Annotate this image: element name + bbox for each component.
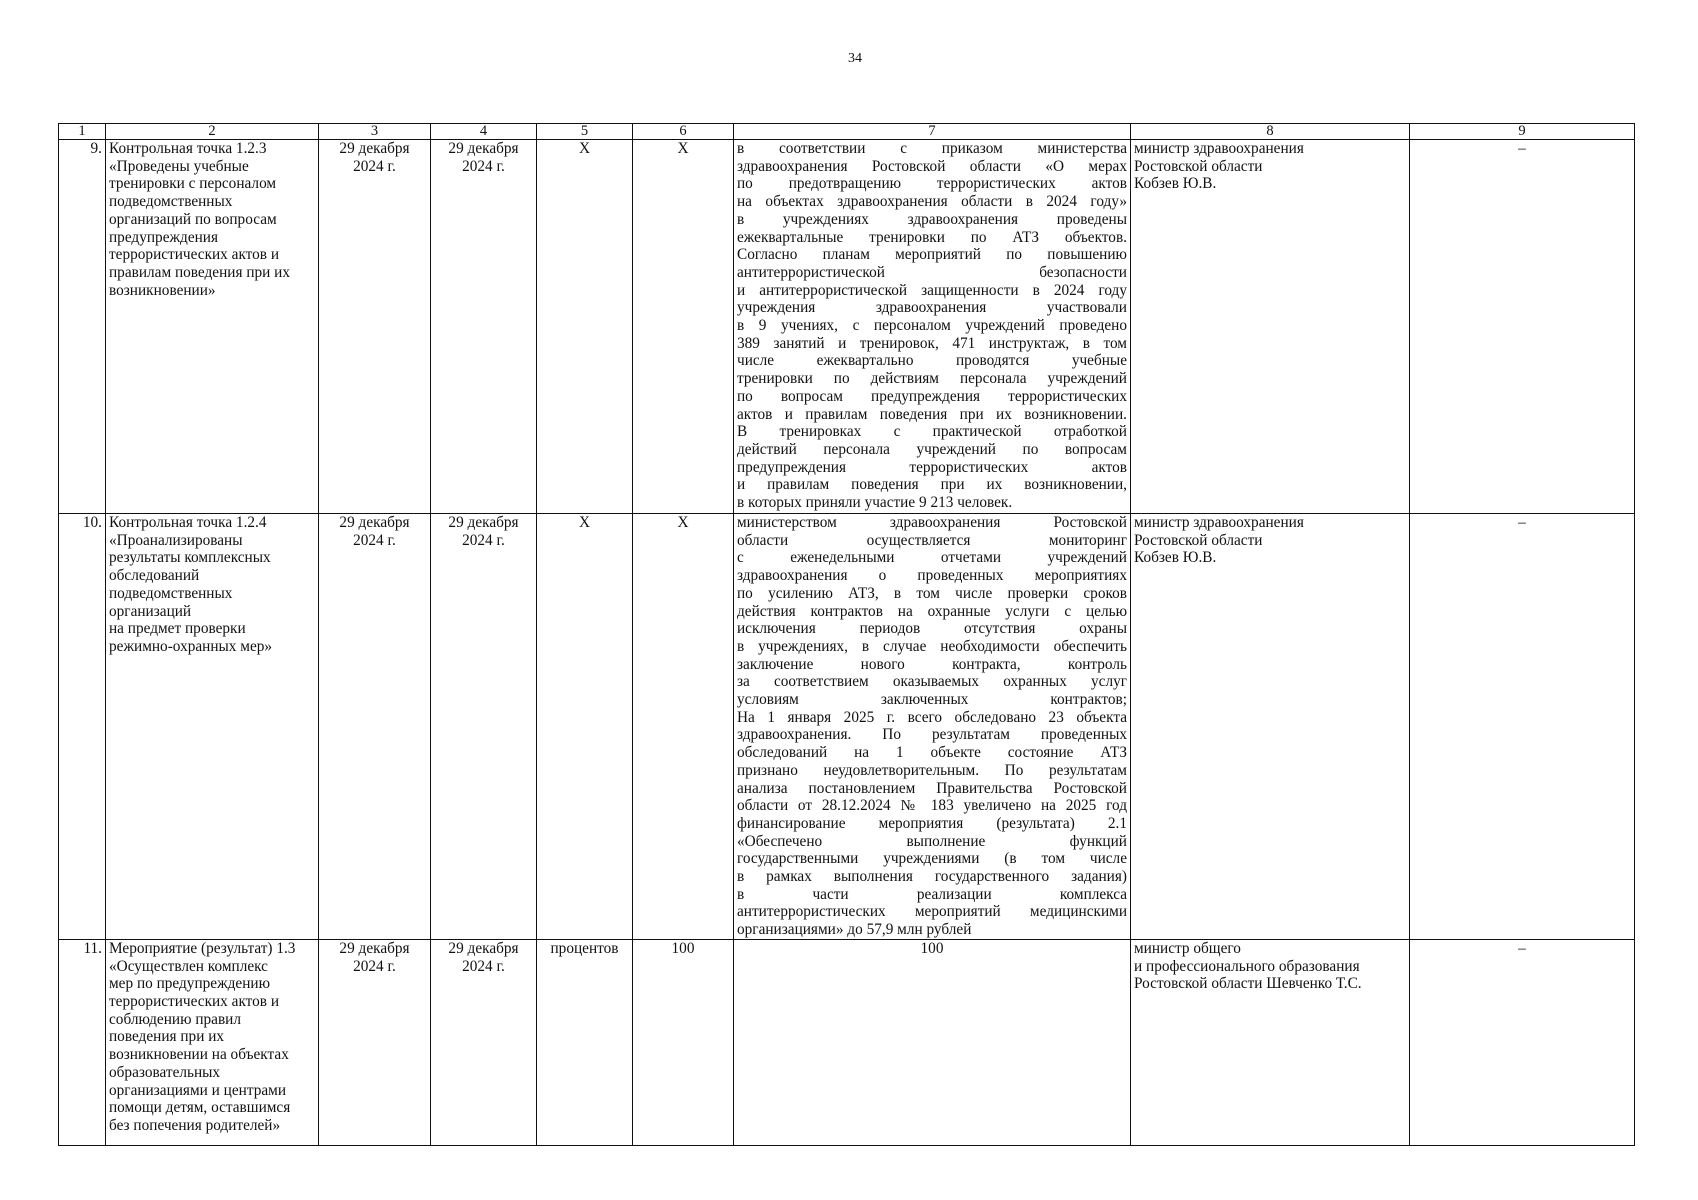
actual-date <box>431 939 537 1145</box>
text-line: организациями» до 57,9 млн рублей <box>737 921 972 939</box>
text-line: Кобзев Ю.В. <box>1134 549 1217 567</box>
responsible-person <box>1131 514 1410 940</box>
text-line: с еженедельными отчетами учреждений <box>737 549 1127 567</box>
text-line: подведомственных <box>109 193 233 211</box>
milestone-title <box>106 140 319 514</box>
row-number: 9. <box>59 140 106 514</box>
text-line: на предмет проверки <box>109 620 246 638</box>
text-line: помощи детям, оставшимся <box>109 1099 291 1117</box>
text-line: финансирование мероприятия (результата) 2.1 <box>737 814 1127 832</box>
text-line: На 1 января 2025 г. всего обследовано 23 объекта <box>737 708 1127 726</box>
text-line: 29 декабря <box>448 140 519 157</box>
text-line: Контрольная точка 1.2.4 <box>109 514 267 531</box>
text-line: антитеррористических мероприятий медицинскими <box>737 903 1127 921</box>
text-line: организаций <box>109 602 192 620</box>
responsible-person <box>1131 140 1410 514</box>
text-line: области осуществляется мониторинг <box>737 531 1127 549</box>
text-line: государственными учреждениями (в том числе <box>737 850 1127 868</box>
value-cell: X <box>633 514 734 940</box>
unit-cell: X <box>537 140 633 514</box>
execution-description <box>734 514 1131 940</box>
text-line: ежеквартальные тренировки по АТЗ объектов. <box>737 228 1127 246</box>
text-line: признано неудовлетворительным. По результатам <box>737 761 1127 779</box>
text-line: актов и правилам поведения при их возникновении. <box>737 405 1127 423</box>
text-line: без попечения родителей» <box>109 1116 281 1134</box>
text-line: 389 занятий и тренировок, 471 инструктаж, в том <box>737 334 1127 352</box>
text-line: условиям заключенных контрактов; <box>737 691 1127 709</box>
text-line: организаций по вопросам <box>109 210 277 228</box>
text-line: возникновении на объектах <box>109 1046 289 1064</box>
text-line: поведения при их <box>109 1028 225 1046</box>
activity-title <box>106 939 319 1145</box>
text-line: анализа постановлением Правительства Ростовской <box>737 779 1127 797</box>
text-line: здравоохранения Ростовской области «О мерах <box>737 157 1127 175</box>
text-line: по вопросам предупреждения террористических <box>737 387 1127 405</box>
text-line: 2024 г. <box>462 531 505 549</box>
text-line: Контрольная точка 1.2.3 <box>109 140 267 157</box>
text-line: по предотвращению террористических актов <box>737 175 1127 193</box>
text-line: 2024 г. <box>353 531 396 549</box>
text-line: в рамках выполнения государственного задания) <box>737 868 1127 886</box>
text-line: и правилам поведения при их возникновении, <box>737 476 1127 494</box>
text-line: 29 декабря <box>339 514 410 531</box>
text-line: в учреждениях, в случае необходимости обеспечить <box>737 637 1127 655</box>
planned-date <box>319 514 431 940</box>
column-number-row <box>59 124 1635 140</box>
planned-date <box>319 140 431 514</box>
text-line: Согласно планам мероприятий по повышению <box>737 246 1127 264</box>
column-number: 1 <box>59 124 106 140</box>
text-line: В тренировках с практической отработкой <box>737 423 1127 441</box>
text-line: 2024 г. <box>462 157 505 175</box>
text-line: действий персонала учреждений по вопросам <box>737 440 1127 458</box>
text-line: террористических актов и <box>109 992 280 1010</box>
text-line: «Осуществлен комплекс <box>109 957 268 975</box>
row-number: 10. <box>59 514 106 940</box>
column-number: 5 <box>537 124 633 140</box>
column-number: 3 <box>319 124 431 140</box>
text-line: действия контрактов на охранные услуги с целью <box>737 602 1127 620</box>
table-row <box>59 140 1635 514</box>
text-line: 29 декабря <box>448 939 519 957</box>
milestone-title <box>106 514 319 940</box>
column-number: 9 <box>1410 124 1635 140</box>
text-line: мер по предупреждению <box>109 975 271 993</box>
text-line: 29 декабря <box>448 514 519 531</box>
text-line: «Обеспечено выполнение функций <box>737 832 1127 850</box>
text-line: по усилению АТЗ, в том числе проверки сроков <box>737 584 1127 602</box>
text-line: тренировки с персоналом <box>109 175 277 193</box>
text-line: в 9 учениях, с персоналом учреждений проведено <box>737 317 1127 335</box>
text-line: «Проанализированы <box>109 531 243 549</box>
text-line: предупреждения <box>109 228 219 246</box>
text-line: в части реализации комплекса <box>737 885 1127 903</box>
text-line: 2024 г. <box>353 157 396 175</box>
column-number: 2 <box>106 124 319 140</box>
text-line: «Проведены учебные <box>109 157 249 175</box>
text-line: и антитеррористической защищенности в 2024 году <box>737 281 1127 299</box>
note-cell: – <box>1410 514 1635 940</box>
value-cell: 100 <box>633 939 734 1145</box>
text-line: в учреждениях здравоохранения проведены <box>737 210 1127 228</box>
value-cell: X <box>633 140 734 514</box>
table-row <box>59 939 1635 1145</box>
text-line: Ростовской области <box>1134 157 1263 175</box>
text-line: Ростовской области <box>1134 531 1263 549</box>
note-cell: – <box>1410 939 1635 1145</box>
text-line: здравоохранения о проведенных мероприятиях <box>737 567 1127 585</box>
responsible-person <box>1131 939 1410 1145</box>
text-line: учреждения здравоохранения участвовали <box>737 299 1127 317</box>
text-line: и профессионального образования <box>1134 957 1360 975</box>
text-line: результаты комплексных <box>109 549 271 567</box>
table-row <box>59 514 1635 940</box>
page-number: 34 <box>848 51 862 66</box>
text-line: террористических актов и <box>109 246 280 264</box>
column-number: 6 <box>633 124 734 140</box>
text-line: области от 28.12.2024 № 183 увеличено на 2025 год <box>737 797 1127 815</box>
text-line: Кобзев Ю.В. <box>1134 175 1217 193</box>
text-line: в которых приняли участие 9 213 человек. <box>737 494 1013 512</box>
note-cell: – <box>1410 140 1635 514</box>
report-table <box>58 123 1635 1146</box>
unit-cell: X <box>537 514 633 940</box>
text-line: числе ежеквартально проводятся учебные <box>737 352 1127 370</box>
text-line: заключение нового контракта, контроль <box>737 655 1127 673</box>
execution-description <box>734 140 1131 514</box>
text-line: министр здравоохранения <box>1134 514 1304 531</box>
text-line: здравоохранения. По результатам проведенных <box>737 726 1127 744</box>
text-line: антитеррористической безопасности <box>737 263 1127 281</box>
text-line: подведомственных <box>109 584 233 602</box>
actual-date <box>431 140 537 514</box>
text-line: в соответствии с приказом министерства <box>737 140 1127 157</box>
text-line: министр здравоохранения <box>1134 140 1304 157</box>
row-number: 11. <box>59 939 106 1145</box>
text-line: 2024 г. <box>462 957 505 975</box>
text-line: на объектах здравоохранения области в 2024 году» <box>737 193 1127 211</box>
text-line: образовательных <box>109 1063 221 1081</box>
column-number: 7 <box>734 124 1131 140</box>
execution-description: 100 <box>734 939 1131 1145</box>
text-line: министерством здравоохранения Ростовской <box>737 514 1127 531</box>
text-line: правилам поведения при их <box>109 263 291 281</box>
text-line: обследований <box>109 567 200 585</box>
text-line: 29 декабря <box>339 939 410 957</box>
text-line: возникновении» <box>109 281 216 299</box>
column-number: 8 <box>1131 124 1410 140</box>
text-line: предупреждения террористических актов <box>737 458 1127 476</box>
text-line: исключения периодов отсутствия охраны <box>737 620 1127 638</box>
text-line: 2024 г. <box>353 957 396 975</box>
text-line: министр общего <box>1134 939 1241 957</box>
actual-date <box>431 514 537 940</box>
text-line: Мероприятие (результат) 1.3 <box>109 939 296 957</box>
text-line: обследований на 1 объекте состояние АТЗ <box>737 744 1127 762</box>
text-line: организациями и центрами <box>109 1081 287 1099</box>
planned-date <box>319 939 431 1145</box>
unit-cell: процентов <box>537 939 633 1145</box>
text-line: тренировки по действиям персонала учреждений <box>737 370 1127 388</box>
text-line: Ростовской области Шевченко Т.С. <box>1134 975 1362 993</box>
column-number: 4 <box>431 124 537 140</box>
text-line: соблюдению правил <box>109 1010 241 1028</box>
text-line: 29 декабря <box>339 140 410 157</box>
text-line: режимно-охранных мер» <box>109 637 273 655</box>
text-line: за соответствием оказываемых охранных услуг <box>737 673 1127 691</box>
